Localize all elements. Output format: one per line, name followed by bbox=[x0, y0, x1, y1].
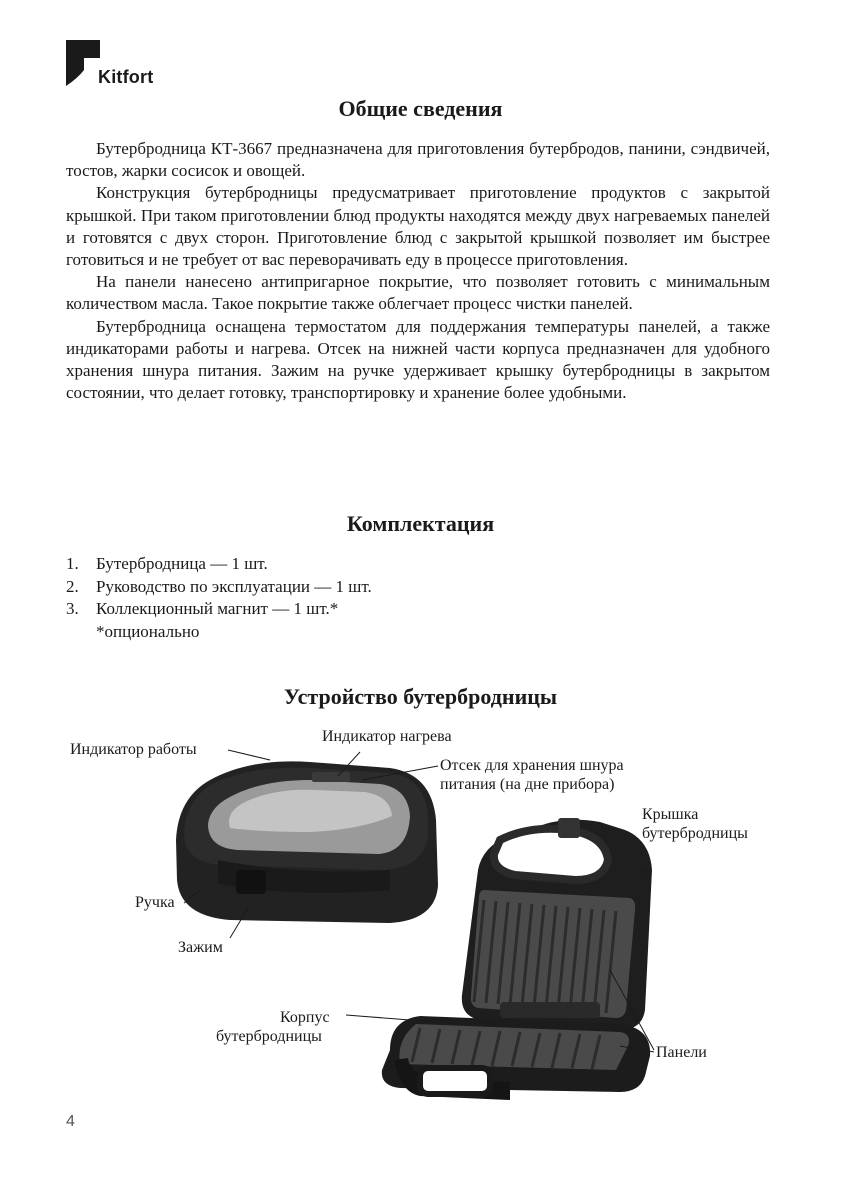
paragraph: Конструкция бутербродницы предусматривает приготовление продуктов с закрытой крышкой. При таком приготовлении блюд продукты находятся между двух нагреваемых панелей и готовятся с двух сторон. Приготовление блюд с закрытой крышкой позволяет им быстрее готовиться и не требует от вас переворачивать еду в процессе приготовления. bbox=[66, 183, 770, 270]
label-cord-storage-1: Отсек для хранения шнура bbox=[440, 757, 624, 774]
label-body-2: бутербродницы bbox=[216, 1028, 322, 1045]
paragraph: Бутербродница оснащена термостатом для поддержания температуры панелей, а также индикаторами работы и нагрева. Отсек на нижней части корпуса предназначен для удобного хранения шнура питания. Зажим на ручке удерживает крышку бутербродницы в закрытом состоянии, что делает готовку, транспортировку и хранение более удобными. bbox=[66, 316, 770, 403]
section-title-package: Комплектация bbox=[346, 511, 495, 536]
label-lid-1: Крышка bbox=[642, 806, 699, 823]
kitfort-logo bbox=[66, 40, 176, 90]
kitfort-logo-mark bbox=[66, 40, 100, 86]
label-heat-indicator: Индикатор нагрева bbox=[322, 728, 452, 745]
list-item bbox=[66, 598, 372, 621]
label-handle: Ручка bbox=[135, 894, 175, 911]
label-panels: Панели bbox=[656, 1044, 707, 1061]
general-text bbox=[66, 138, 770, 404]
closed-device-image bbox=[176, 761, 438, 923]
device-figure bbox=[60, 720, 800, 1110]
label-cord-storage-2: питания (на дне прибора) bbox=[440, 776, 615, 793]
package-list bbox=[66, 553, 372, 643]
list-text: Коллекционный магнит — 1 шт.* bbox=[96, 599, 339, 618]
list-text: Руководство по эксплуатации — 1 шт. bbox=[96, 576, 372, 596]
section-title-general: Общие сведения bbox=[338, 96, 503, 121]
list-number: 1. bbox=[66, 554, 79, 573]
list-item bbox=[66, 576, 372, 599]
label-clip: Зажим bbox=[178, 939, 223, 956]
list-item bbox=[66, 553, 372, 576]
section-title-device: Устройство бутербродницы bbox=[283, 684, 558, 709]
list-footnote: *опционально bbox=[96, 621, 200, 641]
list-number: 2. bbox=[66, 576, 79, 596]
label-work-indicator: Индикатор работы bbox=[70, 741, 197, 758]
page-number: 4 bbox=[66, 1113, 75, 1130]
list-text: Бутербродница — 1 шт. bbox=[96, 554, 268, 573]
paragraph: На панели нанесено антипригарное покрытие, что позволяет готовить с минимальным количеством масла. Такое покрытие также облегчает процесс чистки панелей. bbox=[66, 272, 770, 314]
paragraph: Бутербродница КТ-3667 предназначена для приготовления бутербродов, панини, сэндвичей, тостов, жарки сосисок и овощей. bbox=[66, 139, 770, 181]
list-number: 3. bbox=[66, 599, 79, 618]
label-lid-2: бутербродницы bbox=[642, 825, 748, 842]
brand-name: Kitfort bbox=[98, 67, 154, 87]
label-body-1: Корпус bbox=[280, 1009, 330, 1026]
